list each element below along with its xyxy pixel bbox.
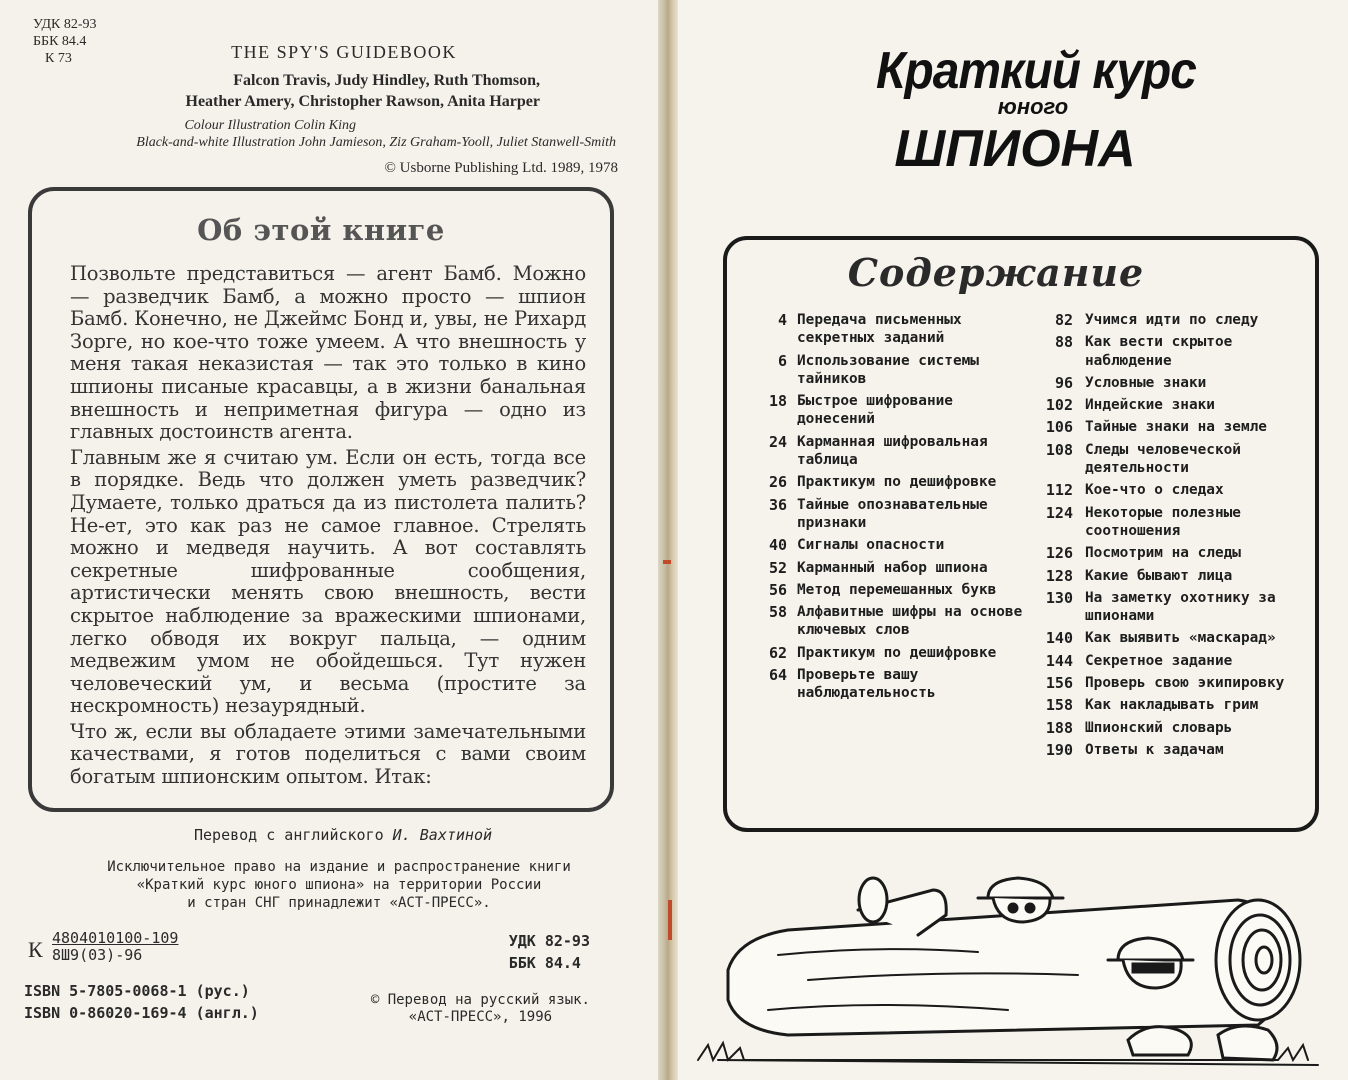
toc-page-number: 40: [768, 536, 787, 555]
book-title-line2: юного: [997, 94, 1069, 119]
toc-entry[interactable]: [1025, 589, 1310, 626]
spy-hat-icon: [988, 878, 1053, 898]
toc-entry[interactable]: [1025, 544, 1310, 562]
log-spies-illustration: [678, 860, 1348, 1080]
toc-entry[interactable]: [1025, 374, 1310, 392]
toc-entry[interactable]: [753, 473, 1029, 491]
toc-page-number: 4: [777, 311, 787, 329]
toc-page-number: 18: [768, 392, 787, 411]
toc-page-number: 58: [768, 603, 787, 622]
toc-entry-title: Быстрое шифрование донесений: [797, 393, 953, 428]
toc-entry[interactable]: [753, 536, 1029, 554]
toc-entry-title: Посмотрим на следы: [1085, 545, 1241, 562]
toc-page-number: 106: [1045, 418, 1073, 437]
book-title-line3: ШПИОНА: [894, 120, 1136, 178]
toc-entry-title: Как выявить «маскарад»: [1085, 630, 1276, 647]
toc-entry-title: Тайные опознавательные признаки: [797, 496, 988, 531]
translator-credit: [0, 826, 658, 844]
udk-bottom: [509, 930, 590, 974]
toc-page-number: 36: [768, 495, 787, 514]
toc-entry[interactable]: [753, 581, 1029, 599]
rock-icon: [1218, 1026, 1277, 1060]
toc-entry-title: Алфавитные шифры на основе ключевых слов: [797, 604, 1023, 639]
rights-line: и стран СНГ принадлежит «АСТ-ПРЕСС».: [187, 895, 491, 911]
book-title-line1: Краткий курс: [876, 42, 1196, 100]
toc-entry[interactable]: [753, 392, 1029, 429]
toc-entry[interactable]: [753, 559, 1029, 577]
isbn-ru: ISBN 5-7805-0068-1 (рус.): [24, 982, 250, 1000]
toc-page-number: 82: [1054, 311, 1073, 329]
toc-entry-title: Следы человеческой деятельности: [1085, 441, 1241, 477]
toc-page-number: 144: [1045, 651, 1073, 670]
toc-entry[interactable]: [1025, 311, 1310, 329]
toc-page-number: 190: [1045, 740, 1073, 759]
translation-copyright-line: © Перевод на русский язык.: [370, 992, 590, 1008]
toc-entry-title: Метод перемешанных букв: [797, 581, 997, 598]
table-of-contents: [723, 236, 1319, 832]
k-code-line: 4804010100-109: [52, 929, 179, 947]
toc-page-number: 24: [768, 432, 787, 451]
toc-entry-title: Индейские знаки: [1085, 397, 1215, 414]
toc-entry-title: Секретное задание: [1085, 652, 1233, 669]
toc-entry[interactable]: [1025, 674, 1310, 692]
toc-entry[interactable]: [1025, 396, 1310, 414]
toc-page-number: 6: [777, 351, 787, 370]
translator-name: И. Вахтиной: [392, 826, 493, 844]
toc-entry[interactable]: [1025, 652, 1310, 670]
toc-entry[interactable]: [753, 603, 1029, 640]
isbn-block: [24, 980, 259, 1024]
toc-title: Содержание: [847, 250, 1145, 295]
toc-entry-title: Сигналы опасности: [797, 537, 945, 554]
toc-entry[interactable]: [1025, 629, 1310, 647]
about-paragraph: Главным же я считаю ум. Если он есть, тогда все в порядке. Ведь что должен уметь разведчик? Думаете, только драться да из пистолета палить? Не-ет, это как раз не самое главное. Стрелять можно и медведя научить. А вот составлять секретные шифрованные сообщения, артистически менять свою внешность, вести скрытое наблюдение за вражескими шпионами, легко обводя их вокруг пальца, — одним медвежим умом не обойдешься. Тут нужен человеческий ум, и весьма (простите за нескромность) незаурядный.: [70, 445, 586, 718]
about-text: [70, 263, 586, 792]
toc-entry-title: Условные знаки: [1085, 374, 1207, 391]
toc-column-right: [1025, 311, 1310, 763]
rights-line: Исключительное право на издание и распространение книги: [107, 859, 571, 875]
bbk-code: ББК 84.4: [508, 954, 581, 972]
gutter-stripe: [663, 560, 671, 564]
toc-page-number: 62: [768, 643, 787, 662]
toc-page-number: 124: [1045, 503, 1073, 522]
book-title: [678, 40, 1348, 178]
about-title: Об этой книге: [197, 213, 445, 247]
toc-entry[interactable]: [753, 666, 1029, 703]
original-title: THE SPY'S GUIDEBOOK: [231, 42, 457, 62]
copyright: © Usborne Publishing Ltd. 1989, 1978: [384, 160, 618, 176]
toc-page-number: 56: [768, 580, 787, 599]
toc-entry-title: Какие бывают лица: [1085, 567, 1233, 584]
toc-page-number: 26: [768, 473, 787, 492]
toc-entry-title: Использование системы тайников: [797, 352, 979, 387]
udk-code: УДК 82-93: [33, 17, 97, 32]
author-mark: К 73: [45, 51, 72, 66]
grass: [698, 1043, 1308, 1060]
toc-entry[interactable]: [1025, 504, 1310, 541]
rights-notice: [0, 858, 658, 912]
spy-eye: [1009, 904, 1017, 912]
toc-entry-title: Практикум по дешифровке: [797, 474, 997, 491]
toc-page-number: 130: [1045, 588, 1073, 607]
toc-entry-title: Проверь свою экипировку: [1085, 675, 1285, 692]
toc-page-number: 128: [1045, 566, 1073, 585]
toc-page-number: 96: [1054, 373, 1073, 392]
bbk-code: ББК 84.4: [33, 34, 87, 49]
toc-page-number: 102: [1045, 396, 1073, 415]
toc-entry[interactable]: [1025, 418, 1310, 436]
toc-entry[interactable]: [753, 644, 1029, 662]
toc-page-number: 140: [1045, 629, 1073, 648]
toc-page-number: 88: [1054, 333, 1073, 352]
toc-entry-title: Ответы к задачам: [1085, 741, 1224, 758]
toc-entry-title: Шпионский словарь: [1085, 719, 1233, 736]
toc-page-number: 126: [1045, 544, 1073, 563]
toc-entry[interactable]: [753, 496, 1029, 533]
gutter-stripe: [668, 900, 672, 940]
toc-entry[interactable]: [1025, 719, 1310, 737]
toc-entry[interactable]: [1025, 567, 1310, 585]
toc-entry-title: Кое-что о следах: [1085, 482, 1224, 499]
toc-entry-title: Как вести скрытое наблюдение: [1085, 334, 1233, 369]
toc-page-number: 52: [768, 558, 787, 577]
toc-page-number: 158: [1045, 696, 1073, 715]
toc-entry-title: Карманная шифровальная таблица: [797, 433, 988, 469]
translation-copyright: [371, 992, 590, 1026]
rock-icon: [1128, 1027, 1191, 1055]
about-box: [28, 187, 614, 812]
toc-entry[interactable]: [753, 352, 1029, 389]
toc-column-left: [753, 311, 1029, 707]
authors-line: Falcon Travis, Judy Hindley, Ruth Thomson,: [233, 72, 540, 89]
spy-eye: [1026, 904, 1034, 912]
toc-entry[interactable]: [753, 311, 1029, 348]
isbn-en: ISBN 0-86020-169-4 (англ.): [24, 1004, 259, 1022]
bw-illustration-credit: Black-and-white Illustration John Jamieson, Ziz Graham-Yooll, Juliet Stanwell-Smith: [136, 135, 616, 150]
toc-entry-title: Тайные знаки на земле: [1085, 419, 1267, 436]
toc-page-number: 64: [768, 666, 787, 685]
toc-entry-title: Некоторые полезные соотношения: [1085, 504, 1241, 539]
rights-line: «Краткий курс юного шпиона» на территории России: [136, 877, 542, 893]
toc-entry[interactable]: [1025, 741, 1310, 759]
colour-illustration-credit: Colour Illustration Colin King: [184, 118, 356, 133]
toc-entry-title: Практикум по дешифровке: [797, 644, 997, 661]
toc-entry-title: Учимся идти по следу: [1085, 312, 1259, 328]
toc-page-number: 188: [1045, 718, 1073, 737]
k-letter: К: [28, 937, 43, 962]
toc-entry-title: На заметку охотнику за шпионами: [1085, 589, 1276, 625]
toc-entry[interactable]: [1025, 441, 1310, 478]
translator-label: Перевод с английского: [193, 826, 384, 844]
k-code: [52, 930, 178, 964]
branch-end-icon: [859, 878, 887, 922]
toc-entry[interactable]: [753, 433, 1029, 470]
translation-copyright-line: «АСТ-ПРЕСС», 1996: [408, 1009, 553, 1025]
toc-entry[interactable]: [1025, 481, 1310, 499]
toc-entry-title: Передача письменных секретных заданий: [797, 312, 962, 347]
authors: [186, 70, 541, 112]
toc-entry[interactable]: [1025, 696, 1310, 714]
toc-entry-title: Карманный набор шпиона: [797, 559, 988, 576]
about-paragraph: Что ж, если вы обладаете этими замечательными качествами, я готов поделиться с вами своим богатым шпионским опытом. Итак:: [70, 719, 586, 789]
illustration-credits: [136, 117, 616, 151]
toc-page-number: 108: [1045, 440, 1073, 459]
toc-page-number: 112: [1045, 481, 1073, 500]
toc-page-number: 156: [1045, 674, 1073, 693]
left-page: [0, 0, 658, 1080]
about-paragraph: Позвольте представиться — агент Бамб. Можно — разведчик Бамб, а можно просто — шпион Бамб. Конечно, не Джеймс Бонд и, увы, не Рихард Зорге, но кое-что тоже умеем. А что внешность у меня такая неказистая — так это только в кино шпионы писаные красавцы, а в жизни банальная внешность и неприметная фигура — одно из главных достоинств агента.: [70, 262, 586, 444]
toc-entry[interactable]: [1025, 333, 1310, 370]
authors-line: Heather Amery, Christopher Rawson, Anita Harper: [185, 93, 540, 110]
sunglasses-icon: [1133, 964, 1173, 972]
toc-entry-title: Проверьте вашу наблюдательность: [797, 667, 936, 702]
udk-code: УДК 82-93: [508, 932, 590, 950]
k-code-line: 8Ш9(03)-96: [52, 946, 143, 964]
toc-entry-title: Как накладывать грим: [1085, 697, 1259, 714]
